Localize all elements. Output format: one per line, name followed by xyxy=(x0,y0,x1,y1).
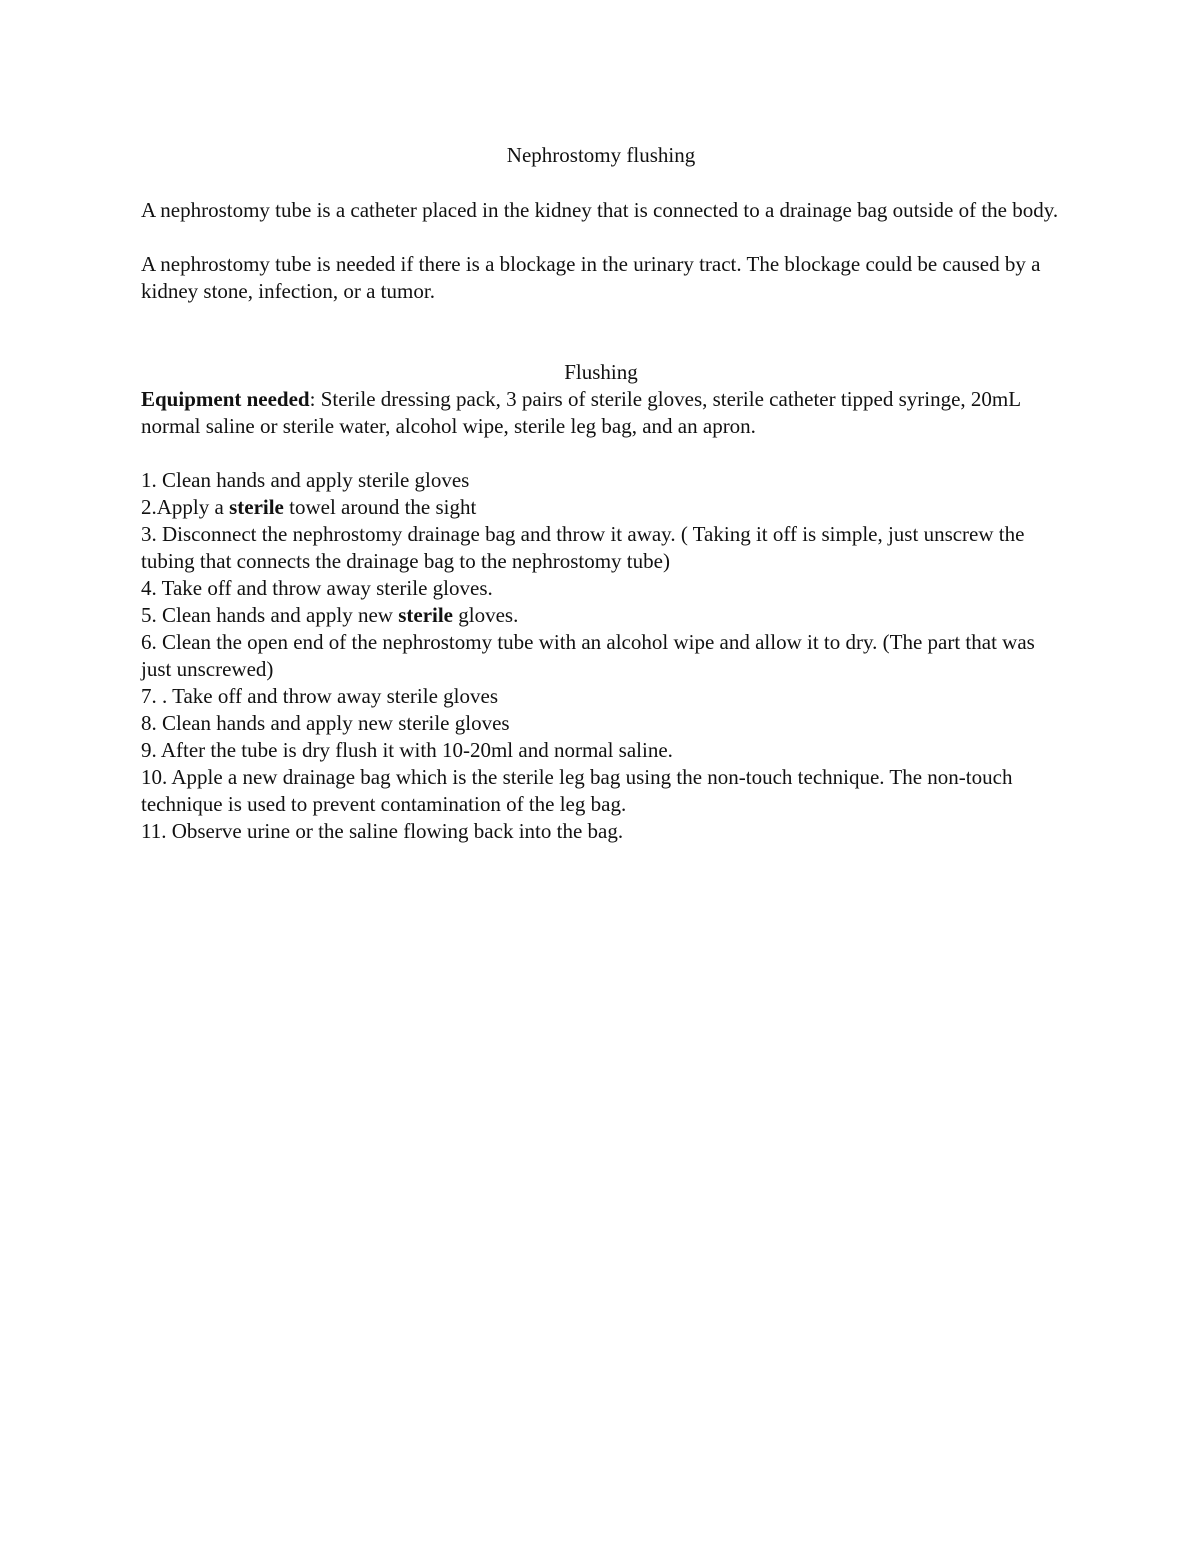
step-3: 3. Disconnect the nephrostomy drainage bag and throw it away. ( Taking it off is simple, just unscrew the tubing that connects the drainage bag to the nephrostomy tube) xyxy=(141,522,1025,573)
step-5-emphasis: sterile xyxy=(398,603,453,627)
intro-paragraph-1: A nephrostomy tube is a catheter placed in the kidney that is connected to a drainage bag outside of the body. xyxy=(141,198,1059,222)
step-2 xyxy=(141,494,1061,521)
document-body xyxy=(141,142,1061,845)
blank-line xyxy=(141,332,1061,359)
steps-list xyxy=(141,467,1061,845)
section-title: Flushing xyxy=(564,360,638,384)
intro-paragraph-2: A nephrostomy tube is needed if there is a blockage in the urinary tract. The blockage could be caused by a kidney stone, infection, or a tumor. xyxy=(141,252,1041,303)
equipment-text: : Sterile dressing pack, 3 pairs of sterile gloves, sterile catheter tipped syringe, 20mL normal saline or sterile water, alcohol wipe, sterile leg bag, and an apron. xyxy=(141,387,1021,438)
document-title: Nephrostomy flushing xyxy=(506,143,696,167)
step-9: 9. After the tube is dry flush it with 10-20ml and normal saline. xyxy=(141,738,673,762)
step-10: 10. Apple a new drainage bag which is the sterile leg bag using the non-touch technique. The non-touch technique is used to prevent contamination of the leg bag. xyxy=(141,765,1013,816)
step-5-text-start: 5. Clean hands and apply new xyxy=(141,603,399,627)
step-1: 1. Clean hands and apply sterile gloves xyxy=(141,468,470,492)
step-5-text-end: gloves. xyxy=(453,603,519,627)
equipment-label: Equipment needed xyxy=(141,387,310,411)
step-5 xyxy=(141,602,1061,629)
step-7: 7. . Take off and throw away sterile gloves xyxy=(141,684,498,708)
step-6: 6. Clean the open end of the nephrostomy tube with an alcohol wipe and allow it to dry. (The part that was just unscrewed) xyxy=(141,630,1035,681)
step-2-emphasis: sterile xyxy=(229,495,284,519)
step-11: 11. Observe urine or the saline flowing back into the bag. xyxy=(141,819,624,843)
equipment-paragraph xyxy=(141,386,1061,440)
step-2-text-end: towel around the sight xyxy=(283,495,477,519)
step-4: 4. Take off and throw away sterile gloves. xyxy=(141,576,493,600)
step-8: 8. Clean hands and apply new sterile gloves xyxy=(141,711,510,735)
step-2-text-start: 2.Apply a xyxy=(141,495,230,519)
